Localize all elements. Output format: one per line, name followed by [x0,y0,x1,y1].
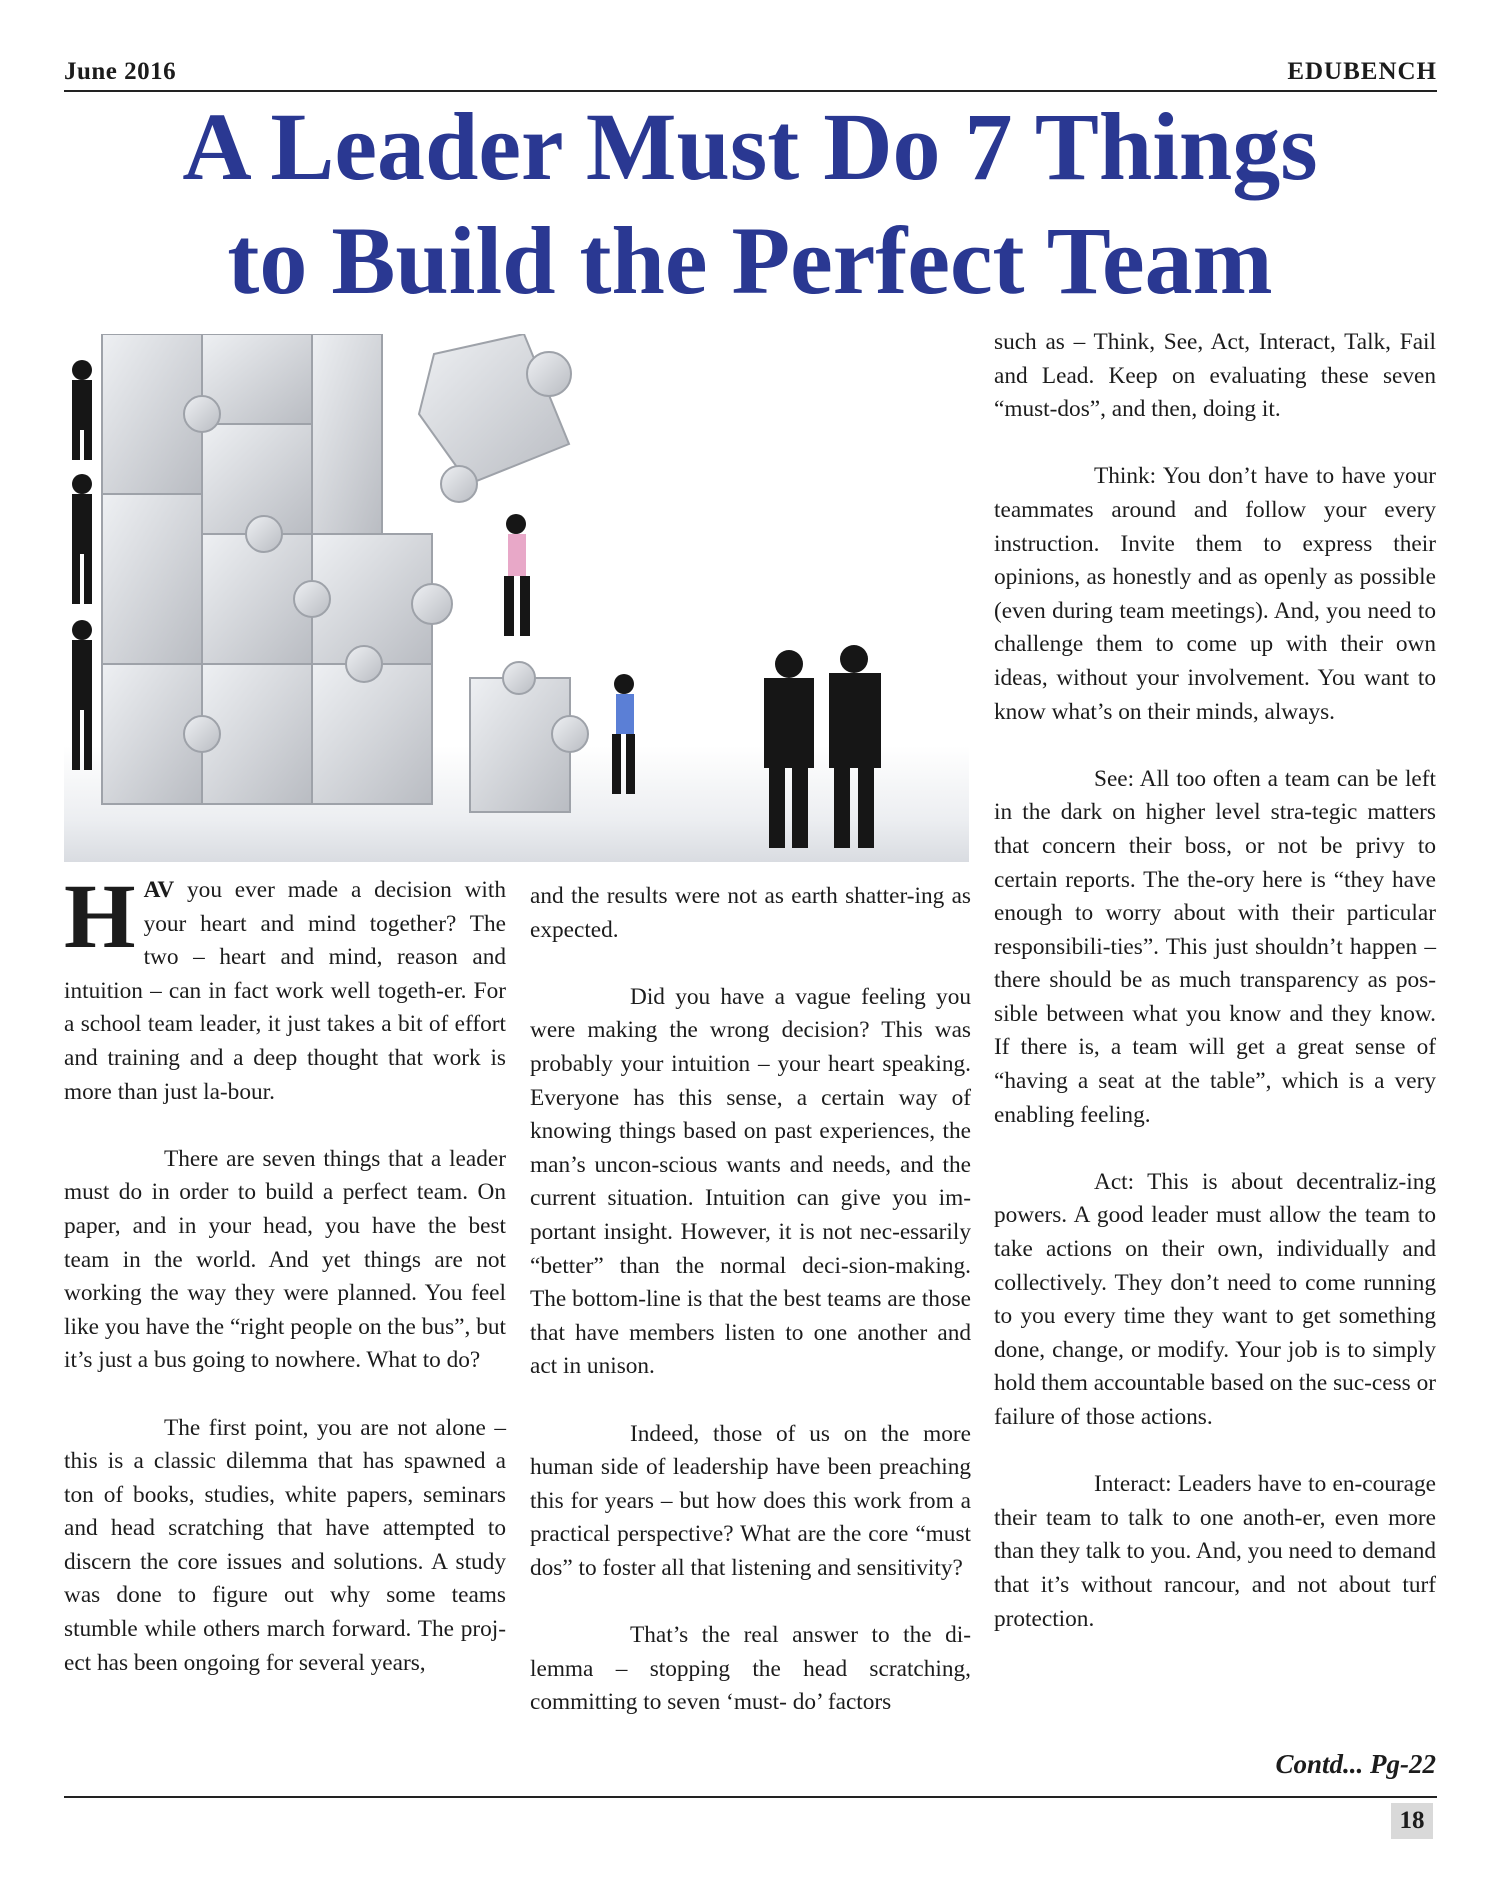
paragraph: and the results were not as earth shatter-ing as expected. [530,883,971,943]
think-paragraph: Think: You don’t have to have your teammates around and follow your every instruction. Invite them to express their opinions, as honestly and as openly as possible (even during team meetings). And, you need to challenge them to come up with their own ideas, without your involvement. You want to know what’s on their minds, always. [994,463,1436,725]
article-column-3 [994,326,1436,1670]
issue-date: June 2016 [64,58,177,85]
paragraph: such as – Think, See, Act, Interact, Talk, Fail and Lead. Keep on evaluating these seven “must-dos”, and then, doing it. [994,329,1436,423]
article-column-2 [530,880,971,1753]
puzzle-wall [102,334,452,804]
intro-text: you ever made a decision with your heart and mind together? The two – heart and mind, reason and intuition – can in fact work well togeth-er. For a school team leader, it just takes a bit of effort and training and a deep thought that work is more than just la-bour. [64,877,506,1105]
interact-paragraph: Interact: Leaders have to en-courage their team to talk to one anoth-er, even more than they talk to you. And, you need to demand that it’s without rancour, and not about turf protection. [994,1471,1436,1632]
dropcap-letter: H [64,865,136,967]
see-paragraph: See: All too often a team can be left in the dark on higher level stra-tegic matters that concern their boss, or not be privy to certain reports. The the-ory here is “they have enough to worry about with their particular responsibili-ties”. This just shouldn’t happen – there should be as much transparency as pos-sible between what you know and they know. If there is, a team will get a great sense of “having a seat at the table”, which is a very enabling feeling. [994,765,1436,1128]
floating-puzzle-piece [419,334,571,502]
magazine-name: EDUBENCH [1287,58,1437,85]
title-line-1: A Leader Must Do 7 Things [182,93,1318,200]
act-paragraph: Act: This is about decentraliz-ing powers. A good leader must allow the team to take actions on their own, individually and collectively. They don’t need to come running to you every time they want to get something done, change, or modify. Your job is to simply hold them accountable based on the suc-cess or failure of those actions. [994,1168,1436,1430]
paragraph: That’s the real answer to the di-lemma – stopping the head scratching, committing to seven ‘must- do’ factors [530,1622,971,1716]
lower-puzzle-piece [470,662,588,812]
continued-link[interactable]: Contd... Pg-22 [1275,1749,1436,1779]
page-header [64,58,1437,92]
intro-paragraph [64,865,506,1109]
paragraph: There are seven things that a leader must do in order to build a perfect team. On paper, and in your head, you have the best team in the world. And yet things are not working the way they were planned. You feel like you have the “right people on the bus”, but it’s just a bus going to nowhere. What to do? [64,1145,506,1374]
article-title [0,90,1500,318]
paragraph: The first point, you are not alone – this is a classic dilemma that has spawned a ton of books, studies, white papers, seminars and head scratching that have attempted to discern the core issues and solutions. A study was done to figure out why some teams stumble while others march forward. The proj-ect has been ongoing for several years, [64,1414,506,1676]
article-illustration [64,334,969,862]
article-column-1 [64,865,506,1714]
lead-in: AV [143,877,175,903]
footer-rule [64,1796,1437,1798]
title-line-2: to Build the Perfect Team [227,207,1273,314]
paragraph: Did you have a vague feeling you were making the wrong decision? This was probably your intuition – your heart speaking. Everyone has this sense, a certain way of knowing things based on past experiences, the man’s uncon-scious wants and needs, and the current situation. Intuition can give you im-portant insight. However, it is not nec-essarily “better” than the normal deci-sion-making. The bottom-line is that the best teams are those that have members listen to one another and act in unison. [530,983,971,1380]
page-number: 18 [1391,1803,1433,1839]
paragraph: Indeed, those of us on the more human side of leadership have been preaching this for years – but how does this work from a practical perspective? What are the core “must dos” to foster all that listening and sensitivity? [530,1420,971,1581]
puzzle-team-illustration [64,334,969,862]
